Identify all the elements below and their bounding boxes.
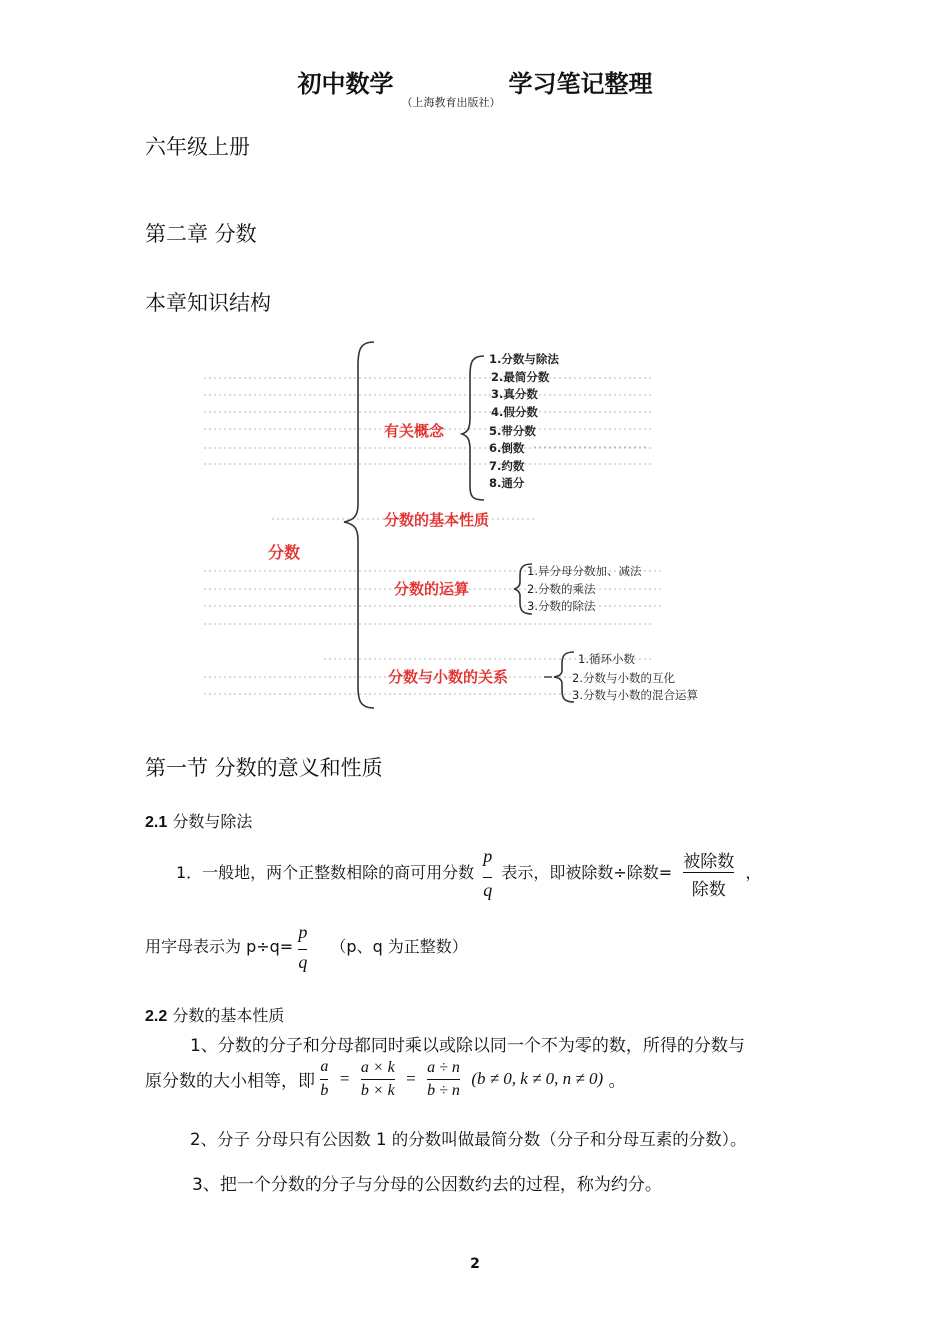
text-run: 用字母表示为 p÷q= [145, 937, 294, 956]
fraction-dividend-over-divisor [683, 847, 734, 900]
numerator: p [483, 846, 493, 866]
grade-heading: 六年级上册 [145, 135, 250, 159]
document-title [0, 64, 950, 110]
denominator: q [298, 949, 307, 973]
subsection-2-1 [145, 809, 252, 832]
denominator: 除数 [683, 872, 734, 900]
equals-sign: = [339, 1069, 350, 1088]
fraction-an-over-bn [427, 1059, 460, 1100]
concept-item: 7.约数 [489, 459, 525, 473]
mindmap-svg [194, 336, 756, 714]
numerator: a × k [360, 1058, 395, 1076]
relation-item: 1.循环小数 [578, 652, 635, 666]
knowledge-structure-diagram [194, 336, 756, 714]
operation-item: 2.分数的乘法 [527, 582, 596, 596]
text-run: 1．一般地，两个正整数相除的商可用分数 [176, 863, 475, 882]
subsection-title: 分数与除法 [172, 812, 253, 831]
paragraph-2-1-2 [145, 922, 468, 973]
fraction-ak-over-bk [361, 1059, 395, 1100]
title-left: 初中数学 [297, 70, 394, 98]
concept-item: 3.真分数 [491, 387, 538, 401]
relation-item: 2.分数与小数的互化 [572, 671, 675, 685]
branch-relation: 分数与小数的关系 [388, 668, 509, 686]
paragraph-2-2-2: 2、分子 分母只有公因数 1 的分数叫做最简分数（分子和分母互素的分数）。 [190, 1130, 747, 1149]
structure-heading: 本章知识结构 [145, 291, 271, 315]
branch-property: 分数的基本性质 [384, 511, 490, 529]
denominator: b [320, 1079, 328, 1100]
subsection-number: 2.1 [145, 814, 168, 831]
concept-item: 1.分数与除法 [489, 352, 559, 366]
branch-concepts: 有关概念 [384, 422, 445, 440]
concept-item: 6.倒数 [489, 441, 525, 455]
denominator: b × k [361, 1079, 395, 1100]
concept-item: 5.带分数 [489, 424, 536, 438]
branch-operations: 分数的运算 [394, 580, 470, 598]
text-run: ， [745, 863, 762, 882]
section-title: 第一节 分数的意义和性质 [145, 756, 383, 780]
numerator: a ÷ n [427, 1058, 460, 1076]
chapter-heading: 第二章 分数 [145, 222, 257, 246]
root-brace [344, 342, 374, 708]
operation-item: 1.异分母分数加、减法 [527, 564, 642, 578]
numerator: a [320, 1058, 329, 1075]
text-run: 原分数的大小相等，即 [145, 1071, 315, 1092]
text-run: 。 [608, 1071, 626, 1092]
relation-item: 3.分数与小数的混合运算 [572, 688, 698, 702]
mindmap-root: 分数 [268, 543, 301, 562]
text-run: 表示，即被除数÷除数= [501, 863, 673, 882]
numerator: 被除数 [683, 852, 735, 872]
fraction-p-over-q [483, 846, 492, 901]
text-run: （p、q 为正整数） [330, 937, 468, 956]
numerator: p [298, 922, 308, 942]
condition: (b ≠ 0, k ≠ 0, n ≠ 0) [471, 1069, 604, 1088]
operation-item: 3.分数的除法 [527, 599, 596, 613]
publisher-note: （上海教育出版社） [401, 96, 501, 109]
paragraph-2-2-1-line1: 1、分数的分子和分母都同时乘以或除以同一个不为零的数，所得的分数与 [190, 1036, 745, 1056]
paragraph-2-2-1-line2 [145, 1058, 626, 1100]
equals-sign: = [406, 1069, 416, 1088]
denominator: b ÷ n [427, 1079, 460, 1100]
page-number: 2 [470, 1256, 480, 1272]
concept-item: 8.通分 [489, 476, 525, 490]
subsection-number: 2.2 [145, 1008, 168, 1025]
paragraph-2-2-3: 3、把一个分数的分子与分母的公因数约去的过程，称为约分。 [192, 1175, 662, 1195]
fraction-p-over-q [298, 922, 307, 973]
denominator: q [483, 877, 492, 901]
fraction-a-over-b [320, 1058, 328, 1100]
subsection-title: 分数的基本性质 [172, 1006, 285, 1025]
subsection-2-2 [145, 1003, 284, 1026]
paragraph-2-1-1 [176, 846, 816, 901]
concept-item: 4.假分数 [491, 405, 538, 419]
concept-item: 2.最简分数 [491, 370, 550, 384]
title-right: 学习笔记整理 [508, 70, 653, 98]
